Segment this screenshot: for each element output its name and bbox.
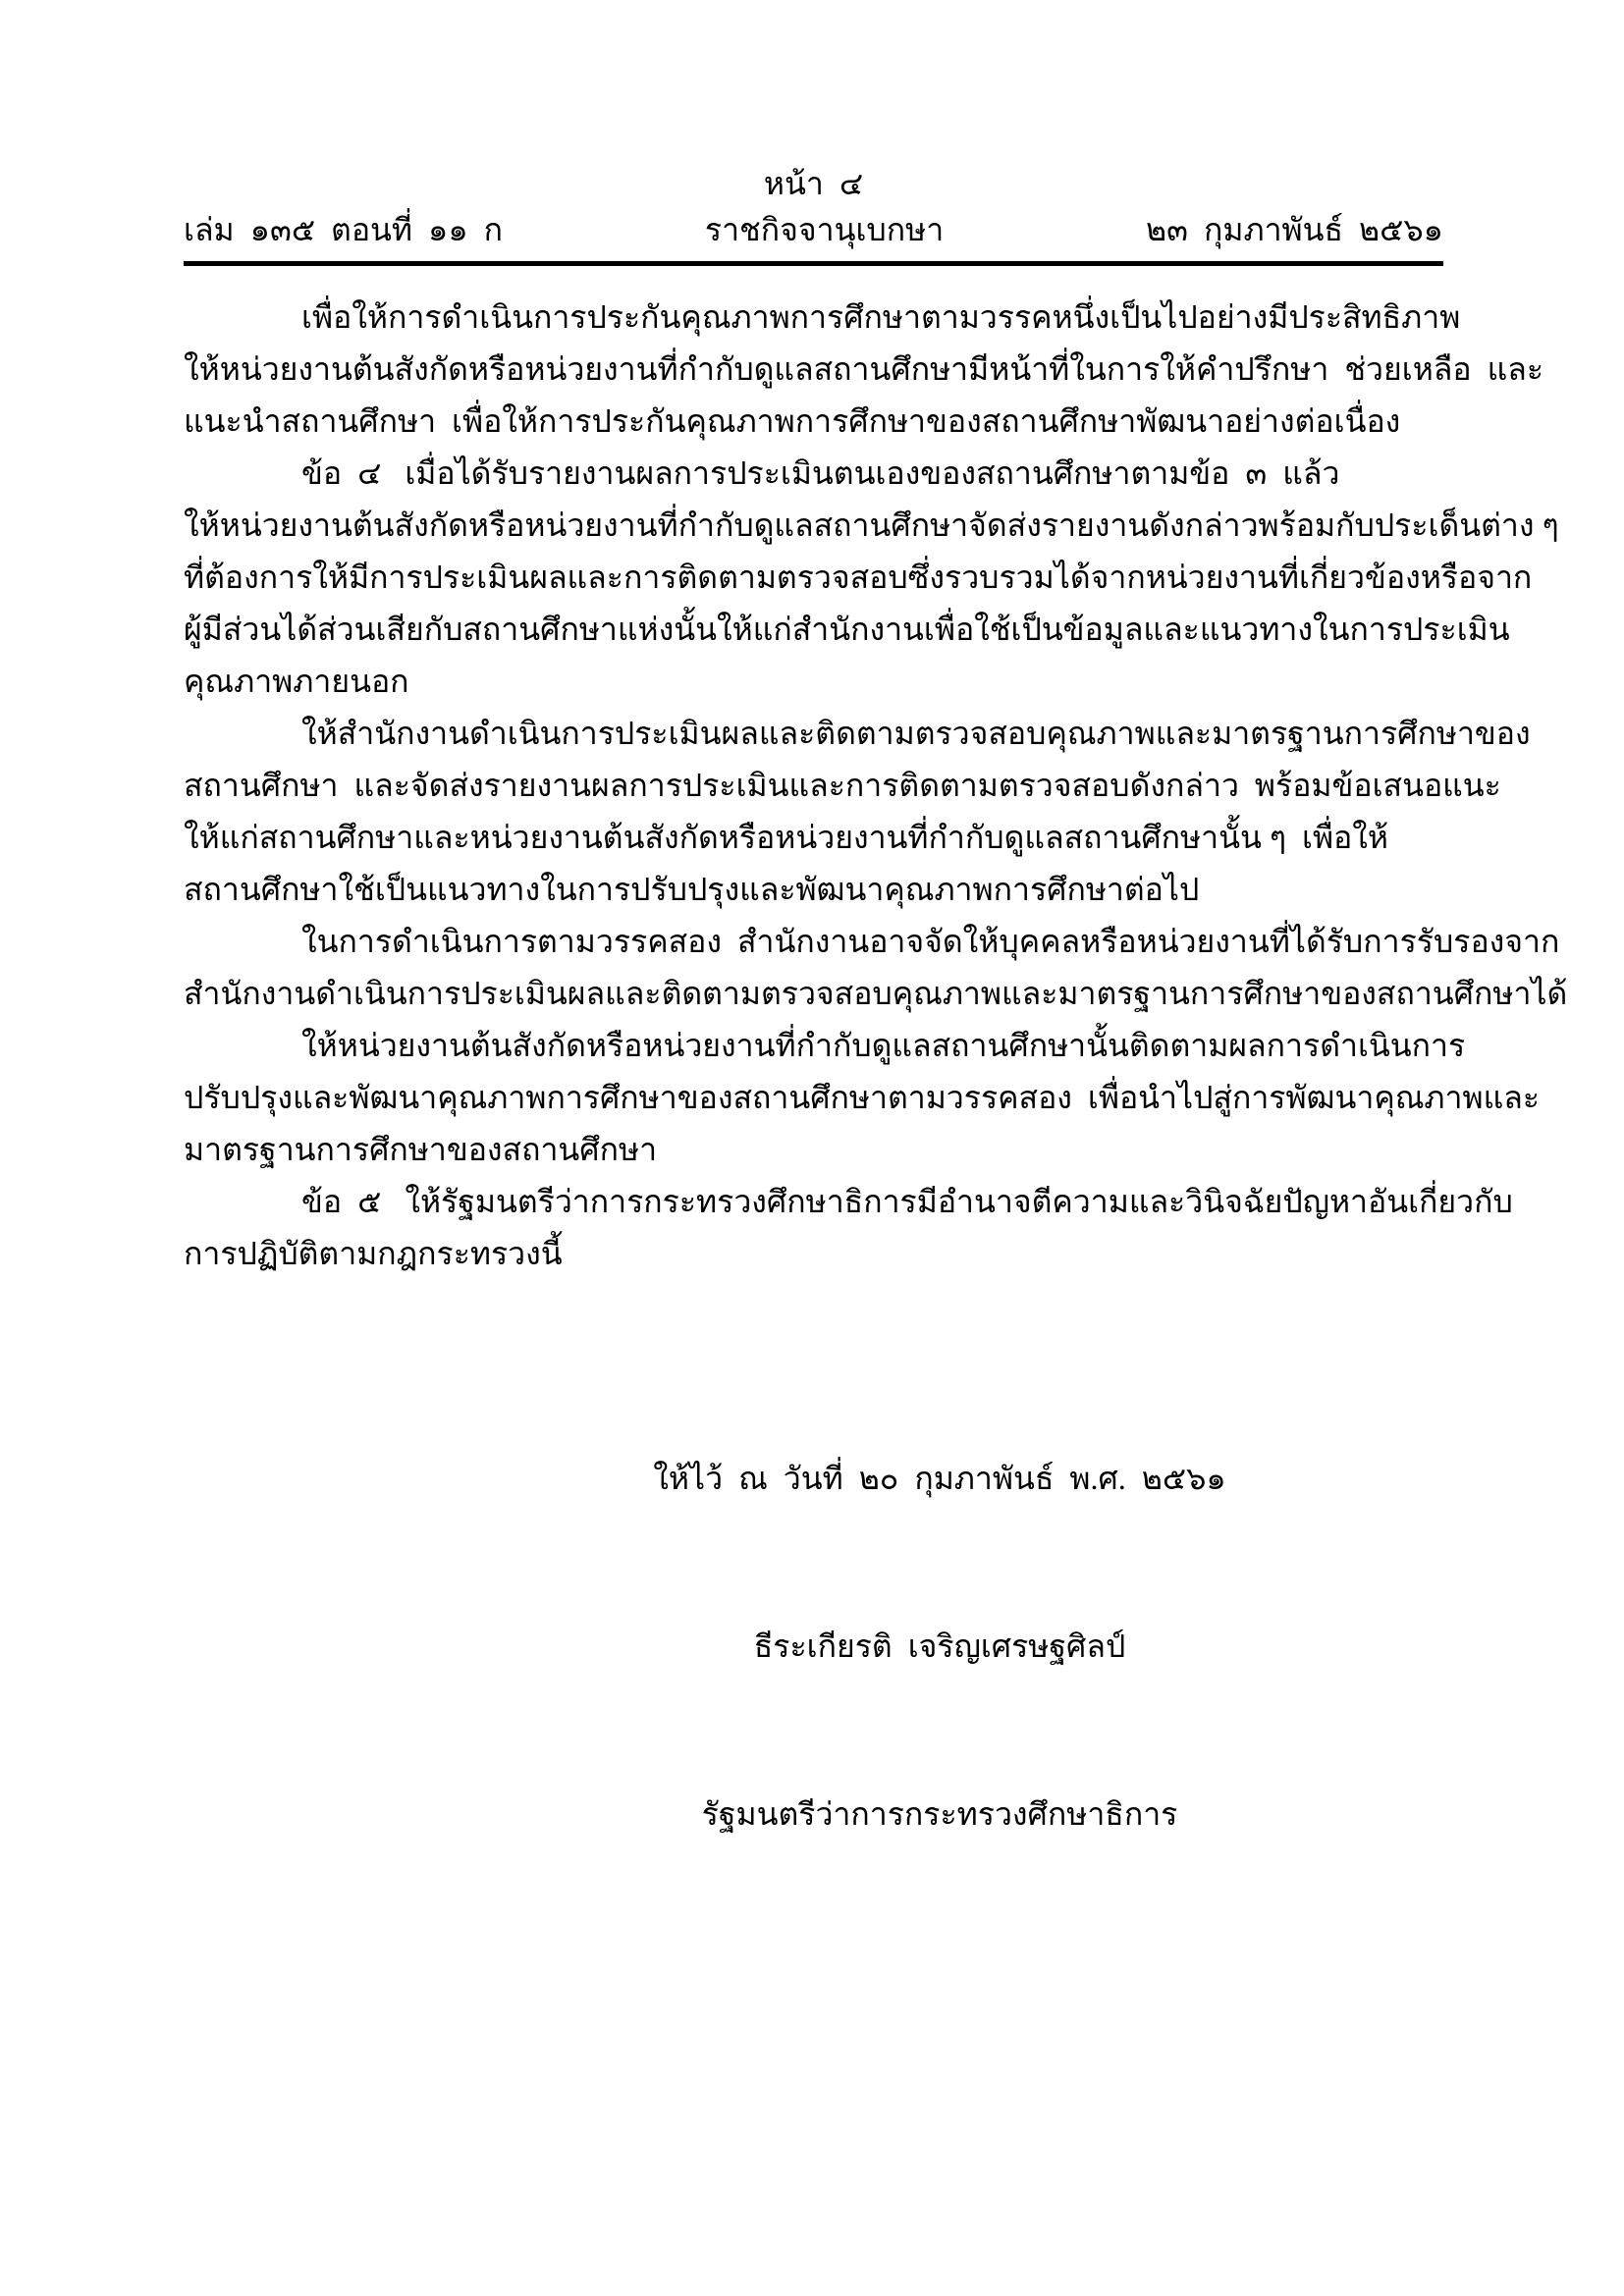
body-line: ให้หน่วยงานต้นสังกัดหรือหน่วยงานที่กำกับดูแลสถานศึกษานั้นติดตามผลการดำเนินการ bbox=[301, 1028, 1466, 1063]
gazette-header bbox=[184, 208, 1443, 251]
body-line: แนะนำสถานศึกษา เพื่อให้การประกันคุณภาพการศึกษาของสถานศึกษาพัฒนาอย่างต่อเนื่อง bbox=[184, 403, 1401, 439]
page-content bbox=[184, 163, 1568, 1954]
header-divider bbox=[184, 261, 1443, 266]
signature-block bbox=[596, 1339, 1283, 1954]
body-line: สถานศึกษาใช้เป็นแนวทางในการปรับปรุงและพัฒนาคุณภาพการศึกษาต่อไป bbox=[184, 872, 1200, 907]
body-line: สำนักงานดำเนินการประเมินผลและติดตามตรวจสอบคุณภาพและมาตรฐานการศึกษาของสถานศึกษาได้ bbox=[184, 976, 1568, 1011]
body-line: ให้แก่สถานศึกษาและหน่วยงานต้นสังกัดหรือหน่วยงานที่กำกับดูแลสถานศึกษานั้น ๆ เพื่อให้ bbox=[184, 820, 1388, 855]
body-line: มาตรฐานการศึกษาของสถานศึกษา bbox=[184, 1132, 658, 1167]
body-line-clause-4: ข้อ ๔ เมื่อได้รับรายงานผลการประเมินตนเองของสถานศึกษาตามข้อ ๓ แล้ว bbox=[301, 455, 1340, 491]
signatory-name: ธีระเกียรติ เจริญเศรษฐศิลป์ bbox=[753, 1629, 1126, 1664]
page-number: หน้า ๔ bbox=[763, 166, 864, 201]
body-line: เพื่อให้การดำเนินการประกันคุณภาพการศึกษาตามวรรคหนึ่งเป็นไปอย่างมีประสิทธิภาพ bbox=[301, 299, 1461, 335]
body-line-clause-5: ข้อ ๕ ให้รัฐมนตรีว่าการกระทรวงศึกษาธิการมีอำนาจตีความและวินิจฉัยปัญหาอันเกี่ยวกับ bbox=[301, 1184, 1513, 1219]
gazette-title: ราชกิจจานุเบกษา bbox=[704, 212, 945, 247]
issued-date-line: ให้ไว้ ณ วันที่ ๒๐ กุมภาพันธ์ พ.ศ. ๒๕๖๑ bbox=[653, 1461, 1226, 1496]
body-line: ให้สำนักงานดำเนินการประเมินผลและติดตามตรวจสอบคุณภาพและมาตรฐานการศึกษาของ bbox=[301, 716, 1531, 751]
body-line: การปฏิบัติตามกฎกระทรวงนี้ bbox=[184, 1236, 563, 1271]
body-line: ให้หน่วยงานต้นสังกัดหรือหน่วยงานที่กำกับดูแลสถานศึกษาจัดส่งรายงานดังกล่าวพร้อมกับประเด็นต่าง ๆ bbox=[184, 507, 1559, 543]
body-line: ปรับปรุงและพัฒนาคุณภาพการศึกษาของสถานศึกษาตามวรรคสอง เพื่อนำไปสู่การพัฒนาคุณภาพและ bbox=[184, 1080, 1540, 1115]
issue-date: ๒๓ กุมภาพันธ์ ๒๕๖๑ bbox=[1146, 212, 1443, 247]
body-line: ที่ต้องการให้มีการประเมินผลและการติดตามตรวจสอบซึ่งรวบรวมได้จากหน่วยงานที่เกี่ยวข้องหรือจาก bbox=[184, 560, 1533, 595]
volume-issue-label: เล่ม ๑๓๕ ตอนที่ ๑๑ ก bbox=[184, 212, 504, 247]
body-line: ให้หน่วยงานต้นสังกัดหรือหน่วยงานที่กำกับดูแลสถานศึกษามีหน้าที่ในการให้คำปรึกษา ช่วยเหลือ และ bbox=[184, 351, 1544, 387]
body-line: ผู้มีส่วนได้ส่วนเสียกับสถานศึกษาแห่งนั้นให้แก่สำนักงานเพื่อใช้เป็นข้อมูลและแนวทางในการประเมิน bbox=[184, 612, 1510, 647]
body-line: สถานศึกษา และจัดส่งรายงานผลการประเมินและการติดตามตรวจสอบดังกล่าว พร้อมข้อเสนอแนะ bbox=[184, 768, 1501, 803]
body-line: คุณภาพภายนอก bbox=[184, 664, 409, 699]
document-body bbox=[184, 292, 1568, 1280]
body-line: ในการดำเนินการตามวรรคสอง สำนักงานอาจจัดให้บุคคลหรือหน่วยงานที่ได้รับการรับรองจาก bbox=[301, 924, 1560, 959]
signatory-position: รัฐมนตรีว่าการกระทรวงศึกษาธิการ bbox=[701, 1796, 1178, 1832]
